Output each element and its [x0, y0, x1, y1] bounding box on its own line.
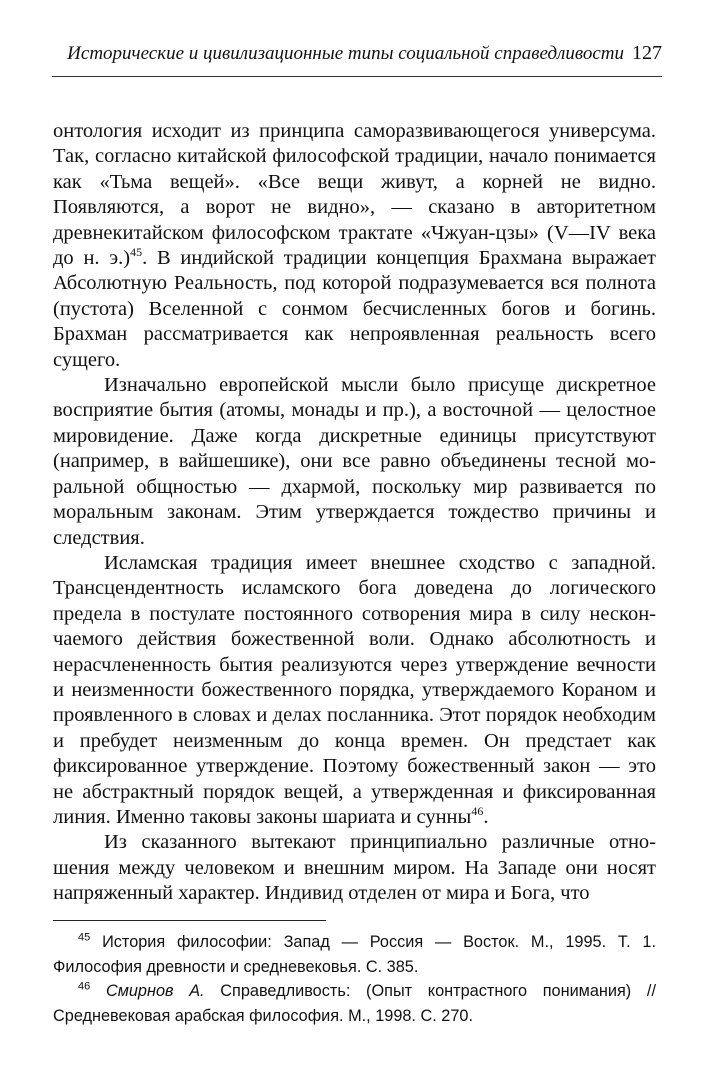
running-head-title: Исторические и цивилизационные типы социальной справедливости	[67, 43, 624, 64]
body-text	[53, 119, 656, 907]
paragraph-4: Из сказанного вытекают принципиально различные отношения между человеком и внешним миром. На Западе они носят напряженный характер. Индивид отделен от мира и Бога, что	[53, 831, 656, 905]
footnote-separator	[53, 920, 326, 921]
paragraph-1	[53, 119, 656, 373]
footnote-45-text: История философии: Запад — Россия — Восток. М., 1995. Т. 1. Философия древности и средневековья. С. 385.	[53, 933, 656, 976]
footnote-46	[53, 979, 656, 1028]
paragraph-3-text-b: .	[483, 805, 489, 828]
footnote-ref-46[interactable]: 46	[471, 804, 484, 819]
page-number: 127	[632, 42, 662, 64]
footnote-46-text: Справедливость: (Опыт контрастного понимания) // Средневековая арабская философия. М., 1998. С. 270.	[53, 982, 656, 1025]
paragraph-1-text-b: . В индийской традиции концепция Брахмана выражает Абсолютную Реальность, под которой подразумевается вся полнота (пустота) Вселенной с сонмом бесчисленных богов и богинь. Брахман рассматривается как непроявленная реальность всего сущего.	[53, 247, 656, 371]
running-head	[52, 42, 662, 65]
footnote-45-number: 45	[78, 931, 91, 944]
paragraph-3	[53, 551, 656, 830]
paragraph-1-text-a: онтология исходит из принципа саморазвивающегося универсума. Так, согласно китайской философской традиции, начало понимается как «Тьма вещей». «Все вещи живут, а корней не видно. Появляются, а ворот не видно», — сказано в авторитетном древнекитайском философском трактате «Чжуан-цзы» (V—IV века до н. э.)	[53, 120, 656, 270]
footnotes	[53, 930, 656, 1028]
header-rule	[52, 76, 662, 77]
paragraph-3-text-a: Исламская традиция имеет внешнее сходство с западной. Трансцендентность исламского бога доведена до логического предела в постулате постоянного сотворения мира в силу нескончаемого действия божественной воли. Однако абсолютность и нерасчлененность бытия реализуются через утверждение вечности и неизменности божественного порядка, утверждаемого Кораном и проявленного в словах и делах посланника. Этот порядок необходим и пребудет неизменным до конца времен. Он предстает как фиксированное утверждение. Поэтому божественный закон — это не абстрактный порядок вещей, а утвержденная и фиксированная линия. Именно таковы законы шариата и сунны	[53, 551, 656, 828]
paragraph-2: Изначально европейской мысли было присуще дискретное восприятие бытия (атомы, монады и пр.), а восточной — целостное мировидение. Даже когда дискретные единицы присутствуют (например, в вайшешике), они все равно объединены тесной моральной общностью — дхармой, поскольку мир развивается по моральным законам. Этим утверждается тождество причины и следствия.	[53, 374, 656, 549]
footnote-46-number: 46	[78, 980, 91, 993]
footnote-ref-45[interactable]: 45	[130, 245, 143, 260]
footnote-45	[53, 930, 656, 979]
footnote-46-author: Смирнов А.	[105, 982, 205, 1000]
